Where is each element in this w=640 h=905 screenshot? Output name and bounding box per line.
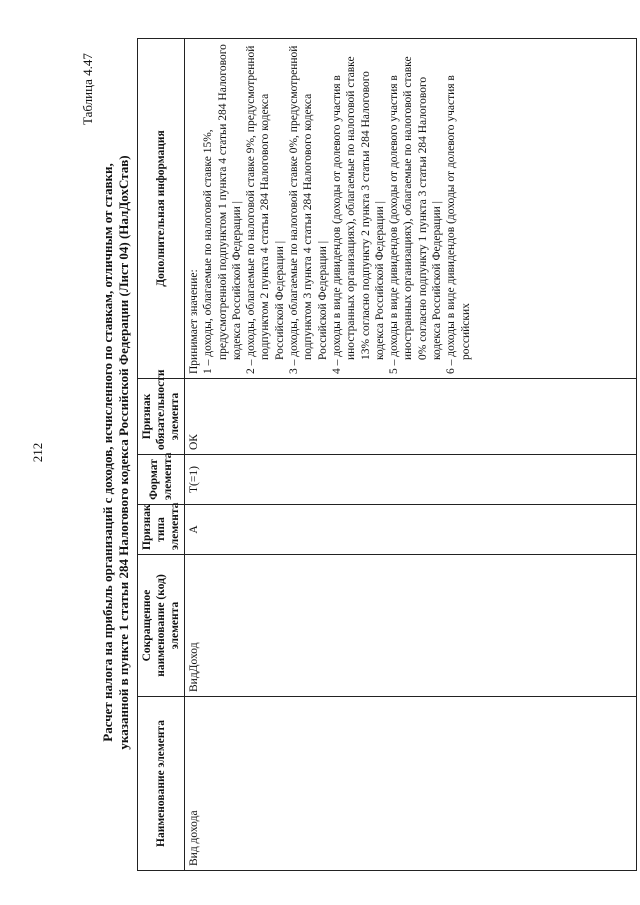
table-header-row <box>138 39 185 871</box>
cell-required: ОК <box>185 379 637 455</box>
table-title <box>100 0 132 905</box>
page-number: 212 <box>30 442 45 463</box>
info-value-item: 1 – доходы, облагаемые по налоговой ставке 15%, предусмотренной подпунктом 1 пункта 4 статьи 284 Налогового кодекса Российской Федерации | <box>202 44 243 374</box>
header-short-name: Сокращенное наименование (код) элемента <box>138 555 185 697</box>
title-line-1: Расчет налога на прибыль организаций с доходов, исчисленного по ставкам, отличным от ставки, <box>100 163 115 742</box>
table-label: Таблица 4.47 <box>80 53 95 125</box>
cell-format: T(=1) <box>185 455 637 505</box>
elements-table <box>137 38 637 871</box>
info-value-item: 5 – доходы в виде дивидендов (доходы от долевого участия в иностранных организациях), облагаемые по налоговой ставке 0% согласно подпункту 1 пункта 3 статьи 284 Налогового кодекса Российской Федерации | <box>388 56 444 374</box>
cell-info <box>185 39 637 379</box>
info-value-list <box>201 43 473 374</box>
title-line-2: указанной в пункте 1 статьи 284 Налогового кодекса Российской Федерации (Лист 04) (НалДохСтав) <box>116 155 131 750</box>
header-type: Признак типа элемента <box>138 505 185 555</box>
cell-element-name: Вид дохода <box>185 697 637 871</box>
info-value-item: 6 – доходы в виде дивидендов (доходы от долевого участия в российских <box>445 75 472 374</box>
info-value-item: 3 – доходы, облагаемые по налоговой ставке 0%, предусмотренной подпунктом 3 пункта 4 статьи 284 Налогового кодекса Российской Федерации | <box>288 45 329 374</box>
cell-short-name: ВидДоход <box>185 555 637 697</box>
header-element-name: Наименование элемента <box>138 697 185 871</box>
info-value-item: 4 – доходы в виде дивидендов (доходы от долевого участия в иностранных организациях), облагаемые по налоговой ставке 13% согласно подпункту 2 пункта 3 статьи 284 Налогового кодекса Российской Федерации | <box>330 56 386 374</box>
table-row <box>185 39 637 871</box>
cell-type: A <box>185 505 637 555</box>
header-info: Дополнительная информация <box>138 39 185 379</box>
header-required: Признак обязательности элемента <box>138 379 185 455</box>
info-value-item: 2 – доходы, облагаемые по налоговой ставке 9%, предусмотренной подпунктом 2 пункта 4 статьи 284 Налогового кодекса Российской Федерации | <box>245 45 286 374</box>
header-format: Формат элемента <box>138 455 185 505</box>
info-intro: Принимает значение: <box>188 269 200 374</box>
